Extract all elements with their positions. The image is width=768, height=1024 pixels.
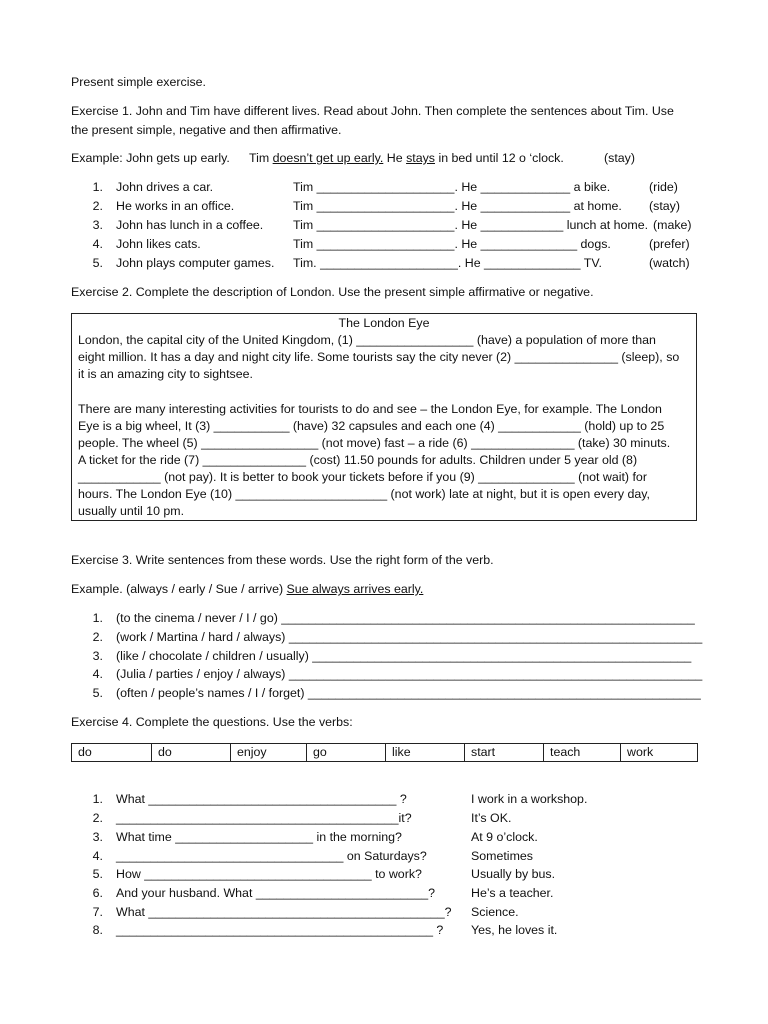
verb-cell: teach xyxy=(543,744,620,761)
ex1-john-sentence: John has lunch in a coffee. xyxy=(116,218,264,232)
list-item-number: 4. xyxy=(92,237,103,251)
ex3-example xyxy=(71,582,685,597)
box-text-line[interactable]: Eye is a big wheel, It (3) ___________ (have) 32 capsules and each one (4) ____________ (hold) up to 25 xyxy=(78,419,665,433)
ex4-question[interactable]: ______________________________________________ ? xyxy=(116,923,444,937)
ex4-answer: I work in a workshop. xyxy=(471,792,588,806)
box-text-line[interactable]: London, the capital city of the United Kingdom, (1) _________________ (have) a population of more than xyxy=(78,333,656,347)
ex4-answer: It’s OK. xyxy=(471,811,512,825)
ex3-example-answer: Sue always arrives early. xyxy=(286,582,424,596)
ex3-item[interactable]: (like / chocolate / children / usually) _______________________________________________________ xyxy=(116,649,692,663)
ex1-instruction-line1: Exercise 1. John and Tim have different lives. Read about John. Then complete the sentences about Tim. Use xyxy=(71,104,674,118)
ex1-tim-blank[interactable]: Tim. ____________________. He ______________ TV. xyxy=(293,256,602,270)
verb-cell: go xyxy=(306,744,385,761)
ex4-answer: Usually by bus. xyxy=(471,867,556,881)
list-item-number: 4. xyxy=(92,667,103,681)
box-text-line: it is an amazing city to sightsee. xyxy=(78,367,253,381)
london-eye-text-box xyxy=(71,313,697,521)
ex4-instruction: Exercise 4. Complete the questions. Use the verbs: xyxy=(71,715,353,729)
list-item-number: 6. xyxy=(92,886,103,900)
box-title: The London Eye xyxy=(338,316,430,330)
ex1-example-affirmative: stays xyxy=(406,151,435,165)
box-text-line: There are many interesting activities for tourists to do and see – the London Eye, for example. The London xyxy=(78,402,662,416)
ex4-question[interactable]: And your husband. What _________________________? xyxy=(116,886,435,900)
list-item-number: 5. xyxy=(92,686,103,700)
ex4-question[interactable]: How _________________________________ to work? xyxy=(116,867,422,881)
page-title: Present simple exercise. xyxy=(71,75,206,89)
ex4-question[interactable]: What ____________________________________ ? xyxy=(116,792,407,806)
list-item-number: 5. xyxy=(92,256,103,270)
ex1-instruction-line2: the present simple, negative and then affirmative. xyxy=(71,123,342,137)
ex1-example-answer xyxy=(249,151,564,166)
box-text-line[interactable]: A ticket for the ride (7) _______________ (cost) 11.50 pounds for adults. Children under 5 year old (8) xyxy=(78,453,638,467)
verb-table xyxy=(71,743,698,762)
verb-cell: enjoy xyxy=(230,744,306,761)
ex4-question[interactable]: _________________________________________it? xyxy=(116,811,412,825)
ex4-answer: Sometimes xyxy=(471,849,533,863)
list-item-number: 2. xyxy=(92,630,103,644)
list-item-number: 1. xyxy=(92,180,103,194)
ex1-verb-hint: (make) xyxy=(653,218,692,232)
ex4-answer: Science. xyxy=(471,905,519,919)
ex4-question[interactable]: What ___________________________________________? xyxy=(116,905,452,919)
ex1-example-tim: Tim xyxy=(249,151,270,165)
box-text-line[interactable]: people. The wheel (5) _________________ (not move) fast – a ride (6) _______________ (take) 30 minuts. xyxy=(78,436,671,450)
ex1-tim-blank[interactable]: Tim ____________________. He _____________ a bike. xyxy=(293,180,611,194)
ex1-tim-blank[interactable]: Tim ____________________. He ____________ lunch at home. xyxy=(293,218,649,232)
ex1-verb-hint: (prefer) xyxy=(649,237,690,251)
ex1-example-he: He xyxy=(386,151,403,165)
list-item-number: 2. xyxy=(92,199,103,213)
ex4-answer: He’s a teacher. xyxy=(471,886,554,900)
ex1-example-rest: in bed until 12 o ‘clock. xyxy=(438,151,564,165)
verb-cell: do xyxy=(151,744,230,761)
box-text-line[interactable]: ____________ (not pay). It is better to book your tickets before if you (9) ______________ (not wait) for xyxy=(78,470,647,484)
ex4-answer: At 9 o’clock. xyxy=(471,830,538,844)
list-item-number: 3. xyxy=(92,649,103,663)
list-item-number: 4. xyxy=(92,849,103,863)
list-item-number: 3. xyxy=(92,218,103,232)
list-item-number: 5. xyxy=(92,867,103,881)
verb-cell: start xyxy=(464,744,543,761)
ex1-verb-hint: (stay) xyxy=(649,199,680,213)
ex3-item[interactable]: (to the cinema / never / I / go) ____________________________________________________________ xyxy=(116,611,695,625)
list-item-number: 1. xyxy=(92,792,103,806)
verb-cell: like xyxy=(385,744,464,761)
ex4-question[interactable]: _________________________________ on Saturdays? xyxy=(116,849,427,863)
ex3-example-label: Example. (always / early / Sue / arrive) xyxy=(71,582,284,596)
ex3-item[interactable]: (often / people’s names / I / forget) _________________________________________________________ xyxy=(116,686,701,700)
ex1-john-sentence: John plays computer games. xyxy=(116,256,275,270)
ex1-verb-hint: (watch) xyxy=(649,256,690,270)
ex1-john-sentence: John likes cats. xyxy=(116,237,201,251)
list-item-number: 8. xyxy=(92,923,103,937)
ex1-john-sentence: He works in an office. xyxy=(116,199,235,213)
ex3-item[interactable]: (Julia / parties / enjoy / always) ____________________________________________________________ xyxy=(116,667,703,681)
ex1-tim-blank[interactable]: Tim ____________________. He ______________ dogs. xyxy=(293,237,611,251)
box-text-line: usually until 10 pm. xyxy=(78,504,185,518)
ex3-instruction: Exercise 3. Write sentences from these words. Use the right form of the verb. xyxy=(71,553,494,567)
ex1-example-verb: (stay) xyxy=(604,151,635,165)
verb-cell: do xyxy=(78,745,92,759)
ex4-answer: Yes, he loves it. xyxy=(471,923,558,937)
verb-cell: work xyxy=(620,744,697,761)
ex4-question[interactable]: What time ____________________ in the morning? xyxy=(116,830,402,844)
ex1-example-negative: doesn’t get up early. xyxy=(272,151,384,165)
ex1-verb-hint: (ride) xyxy=(649,180,678,194)
ex2-instruction: Exercise 2. Complete the description of London. Use the present simple affirmative or negative. xyxy=(71,285,594,299)
ex3-item[interactable]: (work / Martina / hard / always) ____________________________________________________________ xyxy=(116,630,703,644)
ex1-tim-blank[interactable]: Tim ____________________. He _____________ at home. xyxy=(293,199,622,213)
box-text-line[interactable]: hours. The London Eye (10) ______________________ (not work) late at night, but it is open every day, xyxy=(78,487,650,501)
list-item-number: 2. xyxy=(92,811,103,825)
box-text-line[interactable]: eight million. It has a day and night city life. Some tourists say the city never (2) _______________ (sleep), so xyxy=(78,350,680,364)
list-item-number: 3. xyxy=(92,830,103,844)
ex1-example-label: Example: John gets up early. xyxy=(71,151,230,165)
list-item-number: 7. xyxy=(92,905,103,919)
list-item-number: 1. xyxy=(92,611,103,625)
ex1-john-sentence: John drives a car. xyxy=(116,180,214,194)
